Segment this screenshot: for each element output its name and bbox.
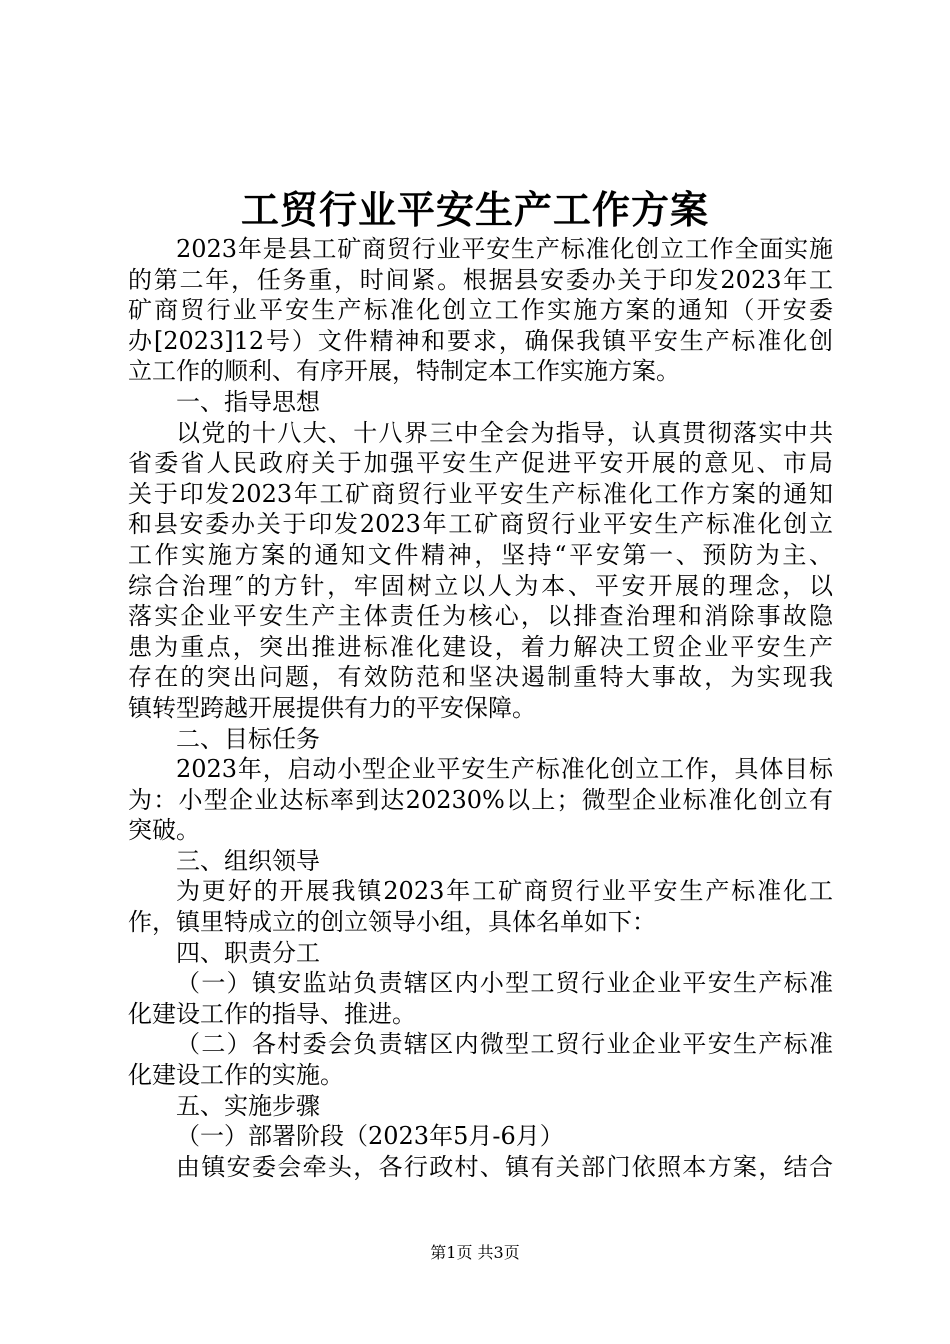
paragraph-line: （一）镇安监站负责辖区内小型工贸行业企业平安生产标准 (176, 969, 833, 998)
subsection-heading: （一）部署阶段（2023年5月-6月） (176, 1122, 564, 1151)
paragraph-line: 和县安委办关于印发2023年工矿商贸行业平安生产标准化创立 (128, 510, 833, 539)
paragraph-line: 工作实施方案的通知文件精神，坚持“平安第一、预防为主、 (128, 540, 833, 569)
paragraph-line: 办[2023]12号）文件精神和要求，确保我镇平安生产标准化创 (128, 326, 833, 355)
paragraph-line: 矿商贸行业平安生产标准化创立工作实施方案的通知（开安委 (128, 296, 833, 325)
document-title: 工贸行业平安生产工作方案 (240, 187, 709, 232)
paragraph-line: 立工作的顺利、有序开展，特制定本工作实施方案。 (128, 357, 680, 386)
paragraph-line: 镇转型跨越开展提供有力的平安保障。 (128, 693, 536, 722)
paragraph-line: 为更好的开展我镇2023年工矿商贸行业平安生产标准化工 (176, 877, 833, 906)
section-heading: 二、目标任务 (176, 724, 320, 753)
section-heading: 五、实施步骤 (176, 1091, 320, 1120)
section-heading: 一、指导思想 (176, 387, 320, 416)
paragraph-line: 化建设工作的指导、推进。 (128, 999, 416, 1028)
paragraph-line: 的第二年，任务重，时间紧。根据县安委办关于印发2023年工 (128, 265, 833, 294)
paragraph-line: （二）各村委会负责辖区内微型工贸行业企业平安生产标准 (176, 1030, 833, 1059)
paragraph-line: 关于印发2023年工矿商贸行业平安生产标准化工作方案的通知 (128, 479, 833, 508)
section-heading: 三、组织领导 (176, 846, 320, 875)
paragraph-line: 落实企业平安生产主体责任为核心，以排查治理和消除事故隐 (128, 602, 833, 631)
paragraph-line: 作，镇里特成立的创立领导小组，具体名单如下： (128, 908, 656, 937)
paragraph-line: 突破。 (128, 816, 200, 845)
document-body (128, 234, 833, 1182)
paragraph-line: 综合治理″的方针，牢固树立以人为本、平安开展的理念，以 (128, 571, 833, 600)
paragraph-line: 为：小型企业达标率到达20230%以上；微型企业标准化创立有 (128, 785, 833, 814)
section-heading: 四、职责分工 (176, 938, 320, 967)
paragraph-line: 患为重点，突出推进标准化建设，着力解决工贸企业平安生产 (128, 632, 833, 661)
paragraph-line: 存在的突出问题，有效防范和坚决遏制重特大事故，为实现我 (128, 663, 833, 692)
paragraph-line: 以党的十八大、十八界三中全会为指导，认真贯彻落实中共 (176, 418, 833, 447)
paragraph-line: 2023年，启动小型企业平安生产标准化创立工作，具体目标 (176, 755, 833, 784)
page-footer: 第1页 共3页 (430, 1243, 520, 1262)
paragraph-line: 省委省人民政府关于加强平安生产促进平安开展的意见、市局 (128, 449, 833, 478)
paragraph-line: 2023年是县工矿商贸行业平安生产标准化创立工作全面实施 (176, 235, 833, 263)
paragraph-line: 由镇安委会牵头，各行政村、镇有关部门依照本方案，结合 (176, 1152, 833, 1181)
paragraph-line: 化建设工作的实施。 (128, 1061, 344, 1090)
